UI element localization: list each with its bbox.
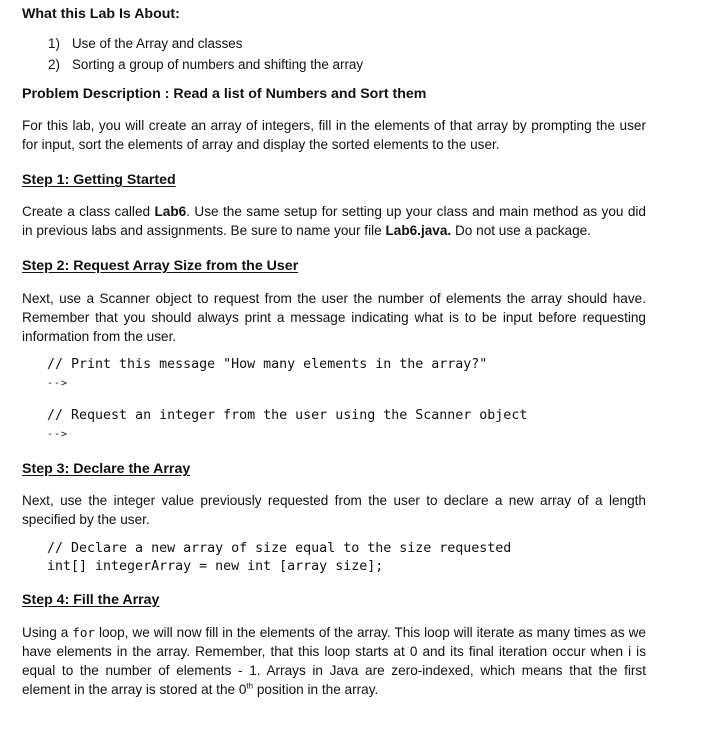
step4-paragraph: Using a for loop, we will now fill in the elements of the array. This loop will iterate as many times as we have elements in the array. Remember, that this loop starts at 0 and its final iteration occur when i is equal to the number of elements - 1. Arrays in Java are zero-indexed, which means that the first element in the array is stored at the 0th position in the array. bbox=[22, 625, 646, 697]
list-item: Use of the Array and classes bbox=[72, 36, 243, 51]
code-line: // Request an integer from the user using the Scanner object bbox=[47, 408, 528, 423]
code-line: // Print this message "How many elements in the array?" bbox=[47, 357, 488, 372]
list-item: Sorting a group of numbers and shifting the array bbox=[72, 57, 364, 72]
step1-heading: Step 1: Getting Started bbox=[22, 172, 176, 188]
list-number: 2) bbox=[48, 57, 60, 72]
code-line: // Declare a new array of size equal to the size requested bbox=[47, 541, 512, 556]
code-arrow: --> bbox=[47, 378, 69, 389]
problem-paragraph: For this lab, you will create an array of integers, fill in the elements of that array by prompting the user for input, sort the elements of array and display the sorted elements to the user. bbox=[22, 118, 646, 152]
step1-paragraph: Create a class called Lab6. Use the same setup for setting up your class and main method as you did in previous labs and assignments. Be sure to name your file Lab6.java. Do not use a package. bbox=[22, 204, 646, 238]
step2-heading: Step 2: Request Array Size from the User bbox=[22, 258, 299, 274]
list-number: 1) bbox=[48, 36, 60, 51]
step4-heading: Step 4: Fill the Array bbox=[22, 592, 160, 608]
step3-heading: Step 3: Declare the Array bbox=[22, 461, 191, 477]
code-line: int[] integerArray = new int [array size]; bbox=[47, 559, 384, 574]
about-heading: What this Lab Is About: bbox=[22, 6, 180, 22]
code-arrow: --> bbox=[47, 429, 69, 440]
step2-paragraph: Next, use a Scanner object to request from the user the number of elements the array should have. Remember that you should always print a message indicating what is to be input before requesting information from the user. bbox=[22, 291, 646, 344]
problem-heading: Problem Description : Read a list of Numbers and Sort them bbox=[22, 86, 427, 102]
step3-paragraph: Next, use the integer value previously requested from the user to declare a new array of a length specified by the user. bbox=[22, 493, 646, 527]
